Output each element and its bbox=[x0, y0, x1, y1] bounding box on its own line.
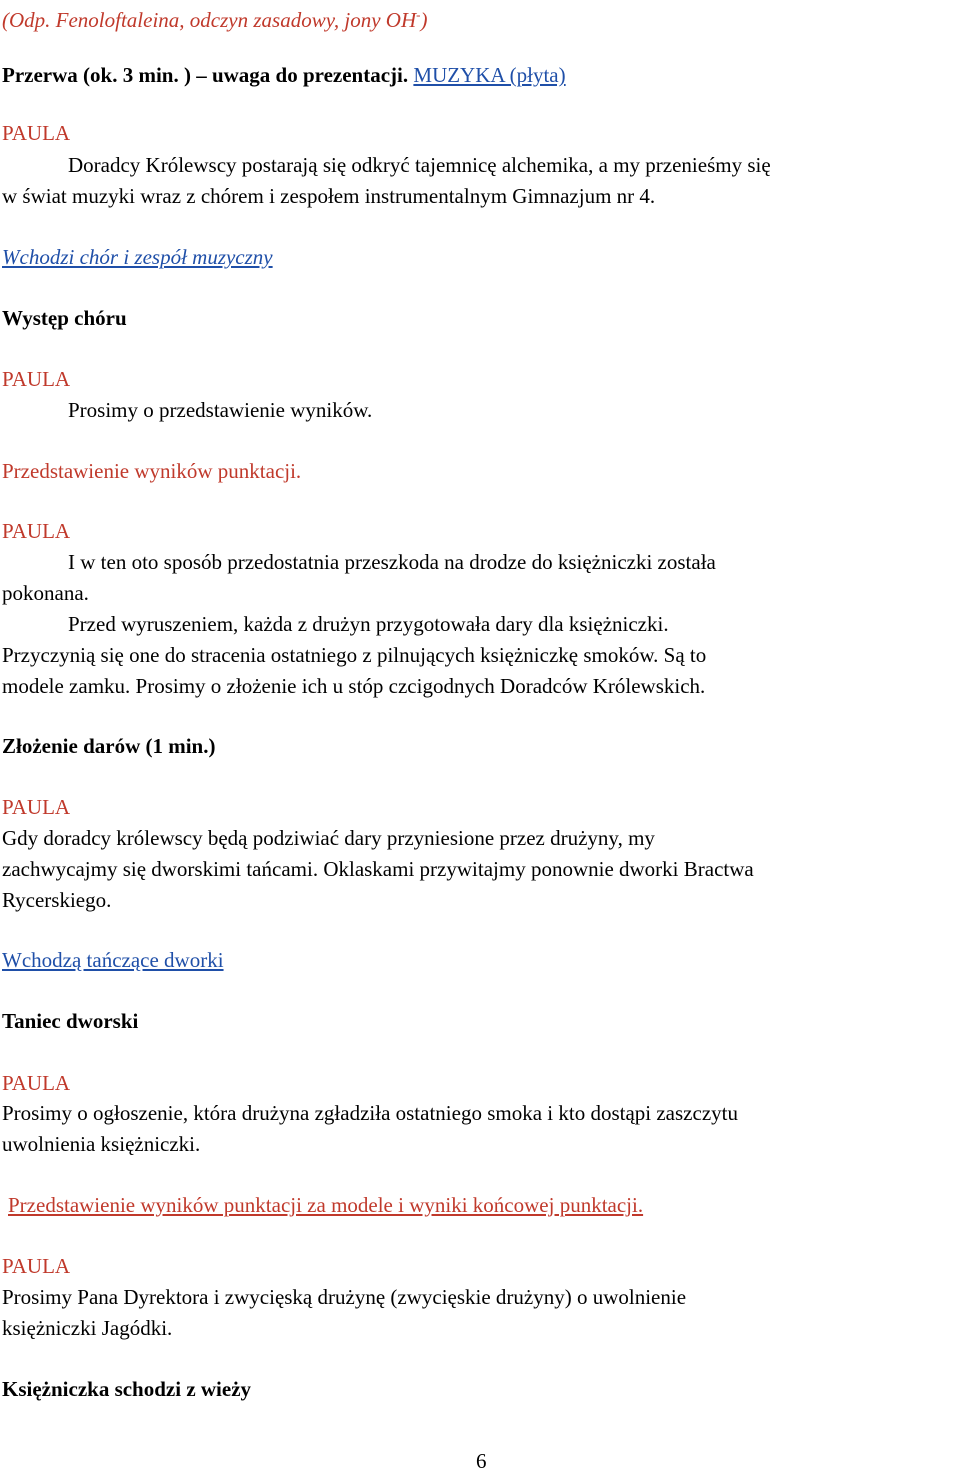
speech-text: Prosimy Pana Dyrektora i zwycięską drużynę (zwycięskie drużyny) o uwolnienie bbox=[2, 1285, 687, 1309]
speech-text: Doradcy Królewscy postarają się odkryć tajemnicę alchemika, a my przenieśmy się bbox=[68, 153, 771, 177]
speech-text: Prosimy o ogłoszenie, która drużyna zgładziła ostatniego smoka i kto dostąpi zaszczytu bbox=[2, 1101, 738, 1125]
speaker-label: PAULA bbox=[2, 1071, 71, 1095]
speaker-label: PAULA bbox=[2, 1254, 71, 1278]
speech-text: Prosimy o przedstawienie wyników. bbox=[68, 398, 373, 422]
speech-text: Rycerskiego. bbox=[2, 888, 112, 912]
break-text: Przerwa (ok. 3 min. ) – uwaga do prezentacji. bbox=[2, 63, 409, 87]
speaker-label: PAULA bbox=[2, 121, 71, 145]
speech-text: w świat muzyki wraz z chórem i zespołem instrumentalnym Gimnazjum nr 4. bbox=[2, 184, 656, 208]
speech-text: księżniczki Jagódki. bbox=[2, 1316, 173, 1340]
section-heading: Złożenie darów (1 min.) bbox=[2, 734, 216, 758]
speech-text: Przed wyruszeniem, każda z drużyn przygotowała dary dla księżniczki. bbox=[68, 612, 669, 636]
break-line bbox=[2, 60, 566, 90]
speech-text: I w ten oto sposób przedostatnia przeszkoda na drodze do księżniczki została bbox=[68, 550, 716, 574]
speech-text: uwolnienia księżniczki. bbox=[2, 1132, 201, 1156]
stage-direction: Przedstawienie wyników punktacji. bbox=[2, 459, 302, 483]
speaker-label: PAULA bbox=[2, 519, 71, 543]
section-heading: Taniec dworski bbox=[2, 1009, 139, 1033]
answer-text: (Odp. Fenoloftaleina, odczyn zasadowy, jony OH bbox=[2, 8, 417, 32]
answer-close: ) bbox=[420, 8, 428, 32]
page-number: 6 bbox=[476, 1449, 487, 1473]
speech-text: Gdy doradcy królewscy będą podziwiać dary przyniesione przez drużyny, my bbox=[2, 826, 655, 850]
answer-superscript: - bbox=[416, 7, 421, 22]
section-heading: Księżniczka schodzi z wieży bbox=[2, 1377, 252, 1401]
section-heading: Występ chóru bbox=[2, 306, 127, 330]
speech-text: pokonana. bbox=[2, 581, 89, 605]
speech-text: Przyczynią się one do stracenia ostatniego z pilnujących księżniczkę smoków. Są to bbox=[2, 643, 707, 667]
stage-direction: Wchodzą tańczące dworki bbox=[2, 948, 224, 972]
music-note: MUZYKA (płyta) bbox=[413, 63, 566, 87]
speech-text: zachwycajmy się dworskimi tańcami. Oklaskami przywitajmy ponownie dworki Bractwa bbox=[2, 857, 754, 881]
speech-text: modele zamku. Prosimy o złożenie ich u stóp czcigodnych Doradców Królewskich. bbox=[2, 674, 706, 698]
answer-line bbox=[2, 0, 427, 35]
stage-direction: Przedstawienie wyników punktacji za modele i wyniki końcowej punktacji. bbox=[8, 1193, 644, 1217]
speaker-label: PAULA bbox=[2, 367, 71, 391]
stage-direction: Wchodzi chór i zespół muzyczny bbox=[2, 245, 273, 269]
speaker-label: PAULA bbox=[2, 795, 71, 819]
